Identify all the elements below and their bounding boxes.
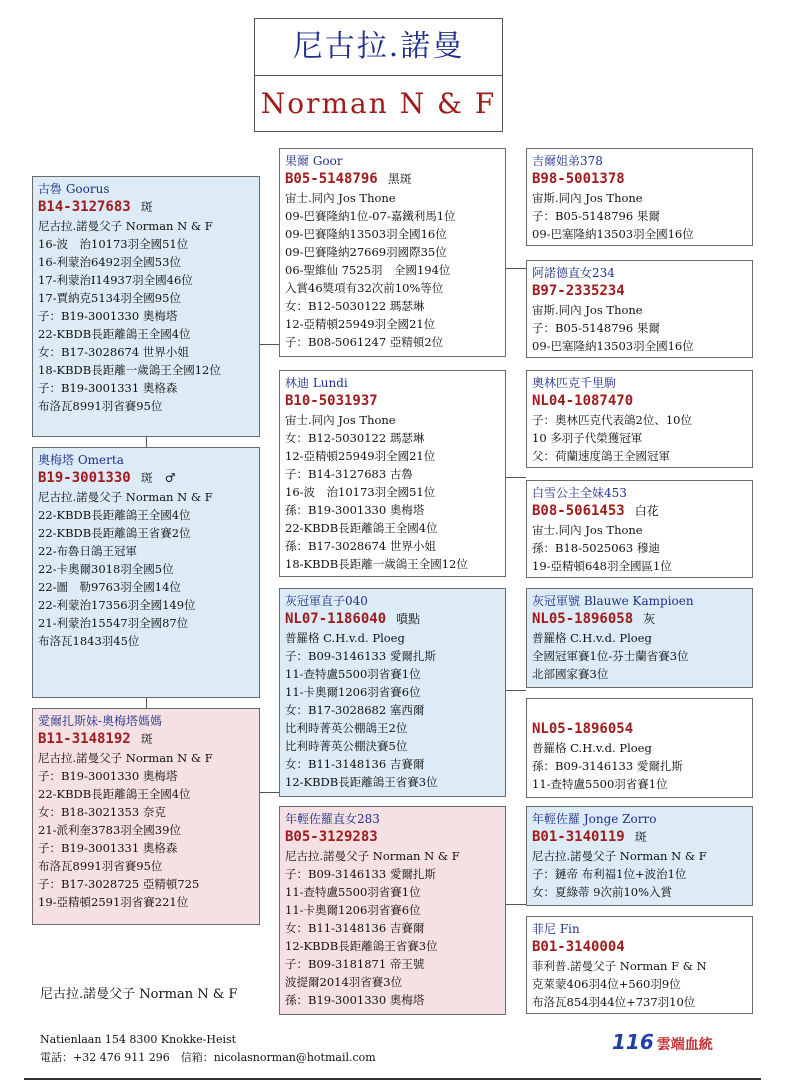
info-line: 11-卡奧爾1206羽省賽6位 [285, 685, 421, 699]
info-line: 09-巴賽隆納1位-07-嘉鐵利馬1位 [285, 209, 456, 223]
info-line: 09-巴塞隆納13503羽全國16位 [532, 339, 694, 353]
info-line: 布洛瓦1843羽45位 [38, 634, 140, 648]
info-line: 女：B11-3148136 吉賽爾 [285, 921, 425, 935]
bird-name: 年輕佐羅直女283 [285, 812, 380, 826]
info-line: 女：B17-3028682 塞西爾 [285, 703, 425, 717]
bird-name: 白雪公主全妹453 [532, 486, 627, 500]
title-chinese-name: 尼古拉.諾曼 [255, 19, 502, 76]
ring-number [532, 282, 747, 301]
info-line: 19-亞精頓2591羽省賽221位 [38, 895, 189, 909]
info-line: 子：B19-3001330 奧梅塔 [38, 309, 178, 323]
info-line: 09-巴賽隆納27669羽國際35位 [285, 245, 447, 259]
info-line: 子：B09-3181871 帝王號 [285, 957, 425, 971]
ring-number [532, 610, 747, 629]
info-line: 子：B09-3146133 愛爾扎斯 [285, 867, 436, 881]
site-logo [612, 1030, 713, 1054]
ring-number-text: B08-5061453 [532, 503, 625, 519]
ring-number-text: NL05-1896054 [532, 721, 634, 737]
ring-number-text: NL05-1896058 [532, 611, 634, 627]
info-line: 09-巴塞隆納13503羽全國16位 [532, 227, 694, 241]
info-line: 北部國家賽3位 [532, 667, 609, 681]
info-line: 尼古拉.諾曼父子 Norman N & F [38, 219, 213, 233]
feather-color: 斑 ♂ [140, 471, 176, 485]
info-line: 女：B11-3148136 吉賽爾 [285, 757, 425, 771]
ring-number [285, 170, 500, 189]
info-line: 宙斯.同內 Jos Thone [532, 303, 643, 317]
pedigree-card-dss [526, 588, 753, 688]
info-line: 17-利蒙治I14937羽全國46位 [38, 273, 193, 287]
ring-number [285, 610, 500, 629]
info-line: 11-卡奧爾1206羽省賽6位 [285, 903, 421, 917]
pedigree-card-ddd [526, 916, 753, 1014]
info-line: 比利時菁英公棚決賽5位 [285, 739, 408, 753]
info-line: 子：B09-3146133 愛爾扎斯 [285, 649, 436, 663]
info-line: 波提爾2014羽省賽3位 [285, 975, 403, 989]
info-line: 全國冠軍賽1位-芬士蘭省賽3位 [532, 649, 689, 663]
bird-name: 林迪 Lundi [285, 376, 348, 390]
owner-name: 尼古拉.諾曼父子 Norman N & F [40, 987, 238, 1002]
feather-color: 灰 [643, 612, 656, 626]
info-line: 12-KBDB長距離鴿王省賽3位 [285, 939, 438, 953]
bird-name: 年輕佐羅 Jonge Zorro [532, 812, 657, 826]
pedigree-card-sire-sire [279, 148, 506, 357]
info-line: 尼古拉.諾曼父子 Norman N & F [285, 849, 460, 863]
ring-number [285, 828, 500, 847]
connector-line [506, 904, 526, 905]
ring-number-text: NL07-1186040 [285, 611, 387, 627]
pedigree-card-dam-sire [279, 588, 506, 797]
ring-number-text: B05-5148796 [285, 171, 378, 187]
info-line: 17-賈納克5134羽全國95位 [38, 291, 181, 305]
info-line: 女：B18-3021353 奈克 [38, 805, 166, 819]
info-line: 22-圖 勒9763羽全國14位 [38, 580, 181, 594]
info-line: 宙士.同內 Jos Thone [532, 523, 643, 537]
info-line: 孫：B19-3001330 奧梅塔 [285, 503, 425, 517]
info-line: 布洛瓦854羽44位+737羽10位 [532, 995, 696, 1009]
site-logo-text: 雲端血統 [656, 1037, 713, 1053]
ring-number [532, 392, 747, 411]
pedigree-card-sire [32, 176, 260, 437]
info-line: 22-KBDB長距離鴿王全國4位 [38, 508, 191, 522]
info-line: 尼古拉.諾曼父子 Norman N & F [532, 849, 707, 863]
bottom-rule [24, 1078, 761, 1080]
info-line: 布洛瓦8991羽省賽95位 [38, 399, 163, 413]
info-line: 10 多羽子代榮獲冠軍 [532, 431, 643, 445]
pedigree-card-dsd [526, 698, 753, 798]
info-line: 12-亞精頓25949羽全國21位 [285, 317, 436, 331]
pedigree-card-sss [526, 148, 753, 246]
info-line: 21-派利奎3783羽全國39位 [38, 823, 181, 837]
feather-color: 黑斑 [387, 172, 412, 186]
pedigree-card-dds [526, 806, 753, 906]
bird-name: 吉爾姐弟378 [532, 154, 603, 168]
pedigree-card-bird [32, 447, 260, 698]
info-line: 22-KBDB長距離鴿王全國4位 [38, 787, 191, 801]
connector-line [260, 792, 279, 793]
ring-number-text: B97-2335234 [532, 283, 625, 299]
feather-color: 噴點 [396, 612, 421, 626]
title-box [254, 18, 503, 132]
ring-number [38, 469, 254, 488]
title-latin-name: Norman N & F [260, 87, 497, 120]
info-line: 子：B05-5148796 果爾 [532, 209, 660, 223]
info-line: 11-查特盧5500羽省賽1位 [532, 777, 668, 791]
info-line: 子：B19-3001331 奧格森 [38, 841, 178, 855]
info-line: 22-KBDB長距離鴿王省賽2位 [38, 526, 191, 540]
ring-number [285, 392, 500, 411]
info-line: 宙斯.同內 Jos Thone [532, 191, 643, 205]
info-line: 女：夏綠蒂 9次前10%入賞 [532, 885, 673, 899]
info-line: 16-波 治10173羽全國51位 [38, 237, 189, 251]
info-line: 19-亞精頓648羽全國區1位 [532, 559, 672, 573]
ring-number [532, 720, 747, 739]
info-line: 孫：B19-3001330 奧梅塔 [285, 993, 425, 1007]
info-line: 普羅格 C.H.v.d. Ploeg [532, 741, 652, 755]
bird-name [532, 703, 747, 720]
feather-color: 斑 [140, 732, 153, 746]
pedigree-card-ssd [526, 260, 753, 358]
ring-number-text: B98-5001378 [532, 171, 625, 187]
bird-name: 奧林匹克千里駒 [532, 376, 617, 390]
bird-name: 阿諾德直女234 [532, 266, 615, 280]
pedigree-card-sire-dam [279, 370, 506, 577]
info-line: 入賞46獎項有32次前10%等位 [285, 281, 444, 295]
info-line: 12-KBDB長距離鴿王省賽3位 [285, 775, 438, 789]
info-line: 女：B17-3028674 世界小姐 [38, 345, 189, 359]
info-line: 普羅格 C.H.v.d. Ploeg [532, 631, 652, 645]
ring-number-text: B01-3140119 [532, 829, 625, 845]
connector-line [146, 437, 147, 447]
info-line: 09-巴賽隆納13503羽全國16位 [285, 227, 447, 241]
info-line: 11-查特盧5500羽省賽1位 [285, 885, 421, 899]
info-line: 18-KBDB長距離一歲鴿王全國12位 [285, 557, 468, 571]
info-line: 16-利蒙治6492羽全國53位 [38, 255, 181, 269]
info-line: 尼古拉.諾曼父子 Norman N & F [38, 490, 213, 504]
info-line: 子：B17-3028725 亞精頓725 [38, 877, 200, 891]
owner-contact: 電話：+32 476 911 296 信箱：nicolasnorman@hotmail.com [40, 1051, 376, 1064]
info-line: 子：奧林匹克代表鴿2位、10位 [532, 413, 692, 427]
ring-number [38, 198, 254, 217]
info-line: 22-KBDB長距離鴿王全國4位 [285, 521, 438, 535]
info-line: 22-利蒙治17356羽全國149位 [38, 598, 196, 612]
info-line: 宙士.同內 Jos Thone [285, 413, 396, 427]
bird-name: 灰冠軍直子040 [285, 594, 368, 608]
ring-number-text: B11-3148192 [38, 731, 131, 747]
info-line: 12-亞精頓25949羽全國21位 [285, 449, 436, 463]
pedigree-card-sdd [526, 480, 753, 578]
info-line: 子：B14-3127683 古魯 [285, 467, 413, 481]
info-line: 11-查特盧5500羽省賽1位 [285, 667, 421, 681]
info-line: 父：荷蘭速度鴿王全國冠軍 [532, 449, 670, 463]
bird-name: 奧梅塔 Omerta [38, 453, 124, 467]
bird-name: 愛爾扎斯妹-奧梅塔媽媽 [38, 714, 163, 728]
info-line: 菲利普.諾曼父子 Norman F & N [532, 959, 707, 973]
info-line: 子：B05-5148796 果爾 [532, 321, 660, 335]
ring-number-text: NL04-1087470 [532, 393, 634, 409]
bird-name: 古魯 Goorus [38, 182, 110, 196]
connector-line [506, 268, 526, 269]
feather-color: 斑 [140, 200, 153, 214]
bird-name: 灰冠軍號 Blauwe Kampioen [532, 594, 694, 608]
info-line: 16-波 治10173羽全國51位 [285, 485, 436, 499]
site-logo-number: 116 [612, 1030, 654, 1054]
feather-color: 斑 [634, 830, 647, 844]
bird-name: 果爾 Goor [285, 154, 343, 168]
info-line: 宙士.同內 Jos Thone [285, 191, 396, 205]
info-line: 22-布魯日鴿王冠軍 [38, 544, 138, 558]
ring-number [532, 170, 747, 189]
ring-number [532, 938, 747, 957]
info-line: 孫：B18-5025063 穆迪 [532, 541, 660, 555]
feather-color: 白花 [634, 504, 659, 518]
info-line: 子：鏈帝 布利福1位+波治1位 [532, 867, 687, 881]
ring-number [532, 828, 747, 847]
info-line: 22-卡奧爾3018羽全國5位 [38, 562, 174, 576]
bird-name: 菲尼 Fin [532, 922, 580, 936]
ring-number-text: B14-3127683 [38, 199, 131, 215]
info-line: 孫：B17-3028674 世界小姐 [285, 539, 436, 553]
info-line: 克萊蒙406羽4位+560羽9位 [532, 977, 681, 991]
pedigree-card-dam-dam [279, 806, 506, 1015]
pedigree-card-dam [32, 708, 260, 925]
ring-number-text: B19-3001330 [38, 470, 131, 486]
info-line: 22-KBDB長距離鴿王全國4位 [38, 327, 191, 341]
info-line: 女：B12-5030122 瑪瑟琳 [285, 299, 425, 313]
ring-number-text: B10-5031937 [285, 393, 378, 409]
info-line: 比利時菁英公棚鴿王2位 [285, 721, 408, 735]
ring-number [38, 730, 254, 749]
info-line: 女：B12-5030122 瑪瑟琳 [285, 431, 425, 445]
owner-address: Natienlaan 154 8300 Knokke-Heist [40, 1033, 237, 1046]
info-line: 布洛瓦8991羽省賽95位 [38, 859, 163, 873]
ring-number [532, 502, 747, 521]
info-line: 尼古拉.諾曼父子 Norman N & F [38, 751, 213, 765]
info-line: 子：B19-3001330 奧梅塔 [38, 769, 178, 783]
info-line: 21-利蒙治15547羽全國87位 [38, 616, 189, 630]
connector-line [146, 698, 147, 708]
pedigree-card-sds [526, 370, 753, 468]
info-line: 子：B08-5061247 亞精頓2位 [285, 335, 444, 349]
info-line: 普羅格 C.H.v.d. Ploeg [285, 631, 405, 645]
connector-line [506, 690, 526, 691]
info-line: 子：B19-3001331 奧格森 [38, 381, 178, 395]
connector-line [260, 344, 279, 345]
ring-number-text: B05-3129283 [285, 829, 378, 845]
info-line: 孫：B09-3146133 愛爾扎斯 [532, 759, 683, 773]
info-line: 06-聖維仙 7525羽 全國194位 [285, 263, 451, 277]
ring-number-text: B01-3140004 [532, 939, 625, 955]
info-line: 18-KBDB長距離一歲鴿王全國12位 [38, 363, 221, 377]
connector-line [506, 477, 526, 478]
